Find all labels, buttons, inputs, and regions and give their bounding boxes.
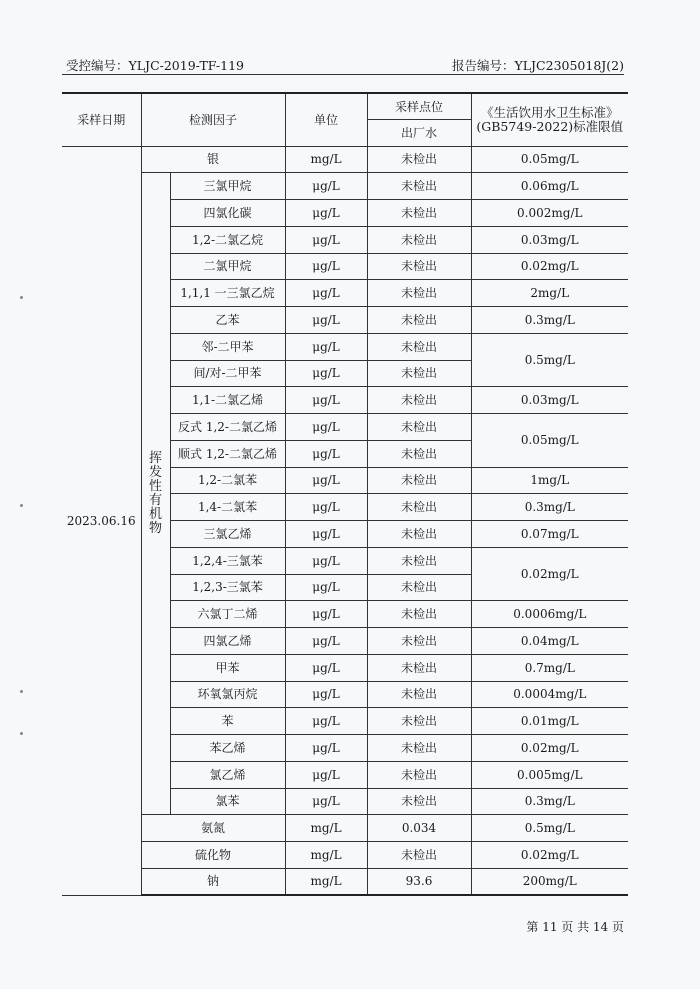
scan-dot (20, 504, 23, 507)
unit: μg/L (285, 788, 367, 815)
limit: 0.05mg/L (471, 414, 628, 468)
limit: 0.07mg/L (471, 521, 628, 548)
limit: 0.3mg/L (471, 494, 628, 521)
limit: 0.0004mg/L (471, 681, 628, 708)
unit: mg/L (285, 842, 367, 869)
result: 未检出 (367, 307, 471, 334)
factor-name: 间/对-二甲苯 (170, 360, 285, 387)
factor-name: 钠 (141, 868, 285, 895)
unit: μg/L (285, 414, 367, 441)
unit: μg/L (285, 226, 367, 253)
factor-name: 邻-二甲苯 (170, 333, 285, 360)
page-number: 第 11 页 共 14 页 (526, 920, 624, 934)
result: 未检出 (367, 494, 471, 521)
factor-name: 反式 1,2-二氯乙烯 (170, 414, 285, 441)
unit: μg/L (285, 200, 367, 227)
limit: 0.02mg/L (471, 735, 628, 762)
scan-dot (20, 296, 23, 299)
unit: mg/L (285, 868, 367, 895)
unit: μg/L (285, 761, 367, 788)
unit: μg/L (285, 628, 367, 655)
category-voc: 挥 发 性 有 机 物 (141, 173, 170, 815)
col-header-unit: 单位 (285, 93, 367, 146)
table-row (62, 868, 628, 895)
unit: μg/L (285, 494, 367, 521)
result: 未检出 (367, 280, 471, 307)
result: 未检出 (367, 735, 471, 762)
result: 未检出 (367, 761, 471, 788)
table-row (62, 842, 628, 869)
factor-name: 1,1-二氯乙烯 (170, 387, 285, 414)
limit: 0.06mg/L (471, 173, 628, 200)
result: 未检出 (367, 467, 471, 494)
result: 未检出 (367, 333, 471, 360)
result: 未检出 (367, 173, 471, 200)
factor-name: 四氯乙烯 (170, 628, 285, 655)
result: 未检出 (367, 654, 471, 681)
result: 未检出 (367, 414, 471, 441)
limit: 0.04mg/L (471, 628, 628, 655)
col-header-standard (471, 93, 628, 146)
table-row (62, 815, 628, 842)
sampling-date: 2023.06.16 (62, 146, 141, 895)
unit: μg/L (285, 601, 367, 628)
unit: mg/L (285, 815, 367, 842)
table-row (62, 146, 628, 173)
result: 未检出 (367, 601, 471, 628)
factor-name: 三氯甲烷 (170, 173, 285, 200)
result: 未检出 (367, 574, 471, 601)
table-row (62, 173, 628, 200)
col-header-date: 采样日期 (62, 93, 141, 146)
limit: 0.03mg/L (471, 387, 628, 414)
factor-name: 1,2,4-三氯苯 (170, 547, 285, 574)
limit: 0.7mg/L (471, 654, 628, 681)
factor-name: 六氯丁二烯 (170, 601, 285, 628)
limit: 0.005mg/L (471, 761, 628, 788)
unit: μg/L (285, 574, 367, 601)
result: 未检出 (367, 440, 471, 467)
factor-name: 顺式 1,2-二氯乙烯 (170, 440, 285, 467)
limit: 0.03mg/L (471, 226, 628, 253)
unit: μg/L (285, 333, 367, 360)
result: 0.034 (367, 815, 471, 842)
limit: 0.0006mg/L (471, 601, 628, 628)
unit: μg/L (285, 280, 367, 307)
limit: 0.002mg/L (471, 200, 628, 227)
factor-name: 苯乙烯 (170, 735, 285, 762)
factor-name: 三氯乙烯 (170, 521, 285, 548)
report-header (62, 52, 624, 75)
standard-title: 《生活饮用水卫生标准》 (481, 104, 619, 120)
unit: μg/L (285, 735, 367, 762)
unit: μg/L (285, 547, 367, 574)
factor-name: 二氯甲烷 (170, 253, 285, 280)
standard-code: (GB5749-2022)标准限值 (476, 118, 624, 134)
result: 未检出 (367, 708, 471, 735)
factor-name: 苯 (170, 708, 285, 735)
factor-name: 1,1,1 一三氯乙烷 (170, 280, 285, 307)
limit: 0.3mg/L (471, 788, 628, 815)
limit: 0.05mg/L (471, 146, 628, 173)
factor-name: 环氧氯丙烷 (170, 681, 285, 708)
limit: 0.5mg/L (471, 815, 628, 842)
unit: μg/L (285, 521, 367, 548)
unit: μg/L (285, 307, 367, 334)
unit: μg/L (285, 681, 367, 708)
unit: μg/L (285, 360, 367, 387)
report-number: 报告编号：YLJC2305018J(2) (451, 58, 624, 73)
result: 未检出 (367, 360, 471, 387)
factor-name: 氨氮 (141, 815, 285, 842)
factor-name: 甲苯 (170, 654, 285, 681)
factor-name: 1,2-二氯苯 (170, 467, 285, 494)
result: 未检出 (367, 253, 471, 280)
result: 未检出 (367, 226, 471, 253)
unit: μg/L (285, 173, 367, 200)
unit: μg/L (285, 440, 367, 467)
unit: μg/L (285, 387, 367, 414)
factor-name: 氯苯 (170, 788, 285, 815)
limit: 0.3mg/L (471, 307, 628, 334)
result: 未检出 (367, 200, 471, 227)
col-header-site: 采样点位 (367, 93, 471, 120)
factor-name: 1,2-二氯乙烷 (170, 226, 285, 253)
result: 未检出 (367, 628, 471, 655)
factor-name: 银 (141, 146, 285, 173)
limit: 2mg/L (471, 280, 628, 307)
factor-name: 1,2,3-三氯苯 (170, 574, 285, 601)
factor-name: 氯乙烯 (170, 761, 285, 788)
result: 93.6 (367, 868, 471, 895)
unit: mg/L (285, 146, 367, 173)
result: 未检出 (367, 521, 471, 548)
limit: 0.5mg/L (471, 333, 628, 387)
unit: μg/L (285, 467, 367, 494)
factor-name: 硫化物 (141, 842, 285, 869)
col-header-factor: 检测因子 (141, 93, 285, 146)
control-number: 受控编号：YLJC-2019-TF-119 (66, 58, 244, 73)
factor-name: 四氯化碳 (170, 200, 285, 227)
result: 未检出 (367, 842, 471, 869)
unit: μg/L (285, 654, 367, 681)
result: 未检出 (367, 547, 471, 574)
test-results-table (62, 92, 628, 896)
limit: 0.02mg/L (471, 547, 628, 601)
limit: 200mg/L (471, 868, 628, 895)
scan-dot (20, 690, 23, 693)
result: 未检出 (367, 146, 471, 173)
result: 未检出 (367, 681, 471, 708)
unit: μg/L (285, 708, 367, 735)
factor-name: 乙苯 (170, 307, 285, 334)
limit: 0.02mg/L (471, 253, 628, 280)
result: 未检出 (367, 788, 471, 815)
result: 未检出 (367, 387, 471, 414)
col-header-site-sub: 出厂水 (367, 120, 471, 147)
limit: 0.02mg/L (471, 842, 628, 869)
scan-dot (20, 732, 23, 735)
unit: μg/L (285, 253, 367, 280)
limit: 1mg/L (471, 467, 628, 494)
limit: 0.01mg/L (471, 708, 628, 735)
factor-name: 1,4-二氯苯 (170, 494, 285, 521)
